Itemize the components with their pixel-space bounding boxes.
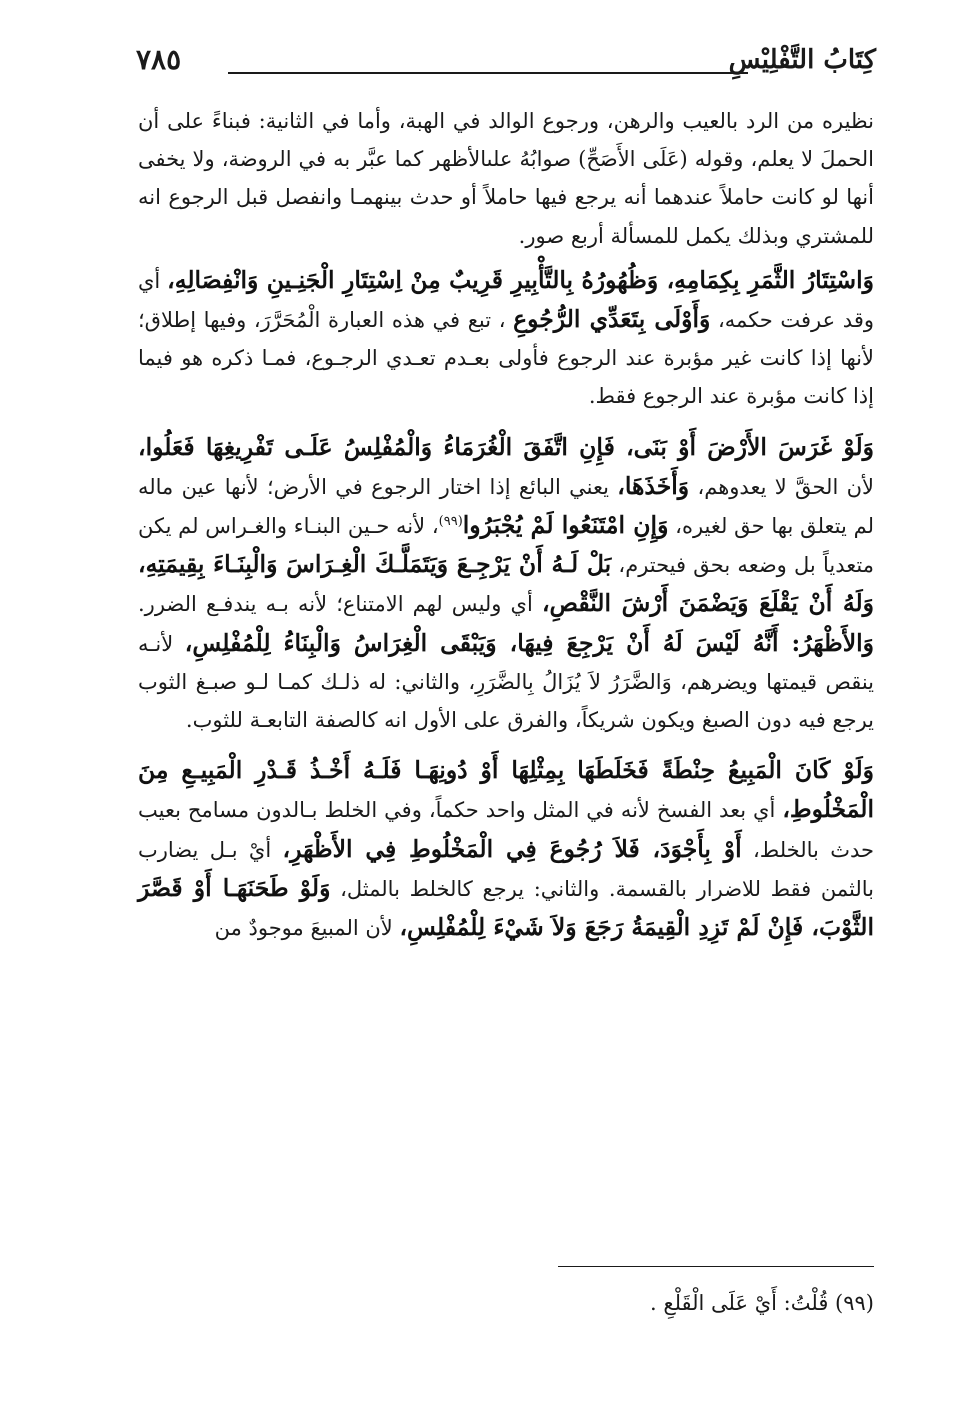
- matn-text: وَلَوْ كَانَ الْمَبِيعُ حِنْطَةً فَخَلَطَهَا بِمِثْلِهَا أَوْ دُونِهَـا فَلَـهُ أَخْـذُ قَـدْرِ الْمَبِيـعِ مِنَ الْمَخْلُوطِ،: [138, 756, 874, 824]
- commentary-text: لأنـه ينقص قيمتها ويضرهم، وَالضَّرَرُ لاَ يُزَالُ بِالضَّرَرِ، والثاني: له ذلـك كمـا لـو صبـغ الثوب يرجع فيه دون الصبغ ويكون شريكاً، والفرق على الأول انه كالصفة التابعـة للثوب.: [138, 631, 874, 733]
- paragraph-1: [138, 102, 874, 255]
- commentary-text: لأن الحقَّ لا يعدوهم،: [689, 474, 874, 499]
- commentary-text: أيْ بـل يضارب بالثمن فقط للاضرار بالقسمة. والثاني: يرجع كالخلط بالمثل،: [138, 837, 874, 901]
- header-rule: [228, 72, 748, 74]
- commentary-text: أي وقد عرفت حكمه،: [138, 268, 874, 333]
- paragraph-3: [138, 428, 874, 740]
- commentary-text: أي وليس لهم الامتناع؛ لأنه بـه يندفـع الضرر.: [138, 592, 542, 617]
- matn-text: وَإِنِ امْتَنَعُوا لَمْ يُجْبَرُوا: [462, 511, 669, 540]
- paragraph-2: [138, 261, 874, 416]
- matn-text: وَلَوْ غَرَسَ الأَرْضَ أَوْ بَنَى، فَإِنِ اتَّفَقَ الْغُرَمَاءُ وَالْمُفْلِسُ عَلَـى تَفْرِيغِهَا فَعَلُوا،: [138, 432, 874, 461]
- matn-text: أَوْ بِأَجْوَدَ، فَلاَ رُجُوعَ فِي الْمَخْلُوطِ فِي الأَظْهَرِ،: [282, 834, 742, 863]
- footnote-ref[interactable]: (٩٩): [438, 514, 463, 530]
- commentary-text: ، لأنه حـين البنـاء والغـراس لم يكن متعدياً بل وضعه بحق فيحترم،: [138, 514, 874, 578]
- matn-text: وَاسْتِتَارُ الثَّمَرِ بِكِمَامِهِ، وَظُهُورُهُ بِالتَّأْبِيرِ قَرِيبٌ مِنْ اِسْتِتَارِ الْجَنِـينِ وَانْفِصَالِهِ،: [167, 265, 874, 294]
- chapter-title: كِتَابُ التَّفْلِيْسِ: [728, 45, 876, 75]
- matn-text: وَلَوْ طَحَنَهَـا أَوْ قَصَّرَ الثَّوْبَ، فَإِنْ لَمْ تَزِدِ الْقِيمَةُ رَجَعَ وَلاَ شَيْءَ لِلْمُفْلِسِ،: [138, 873, 874, 942]
- paragraph-4: [138, 751, 874, 947]
- commentary-text: لأن المبيعَ موجودٌ من: [214, 916, 400, 941]
- commentary-text: نظيره من الرد بالعيب والرهن، ورجوع الوالد في الهبة، وأما في الثانية: فبناءً على أن الحملَ لا يعلم، وقوله (عَلَى الأَصَحِّ) صوابُهُ علىالأظهر كما عبَّر به في الروضة، ولا يخفى أنها لو كانت حاملاً عندهما أنه يرجع فيها حاملاً أو حدث بينهمـا وانفصل قبل الرجوع انه للمشتري وبذلك يكمل للمسألة أربع صور.: [138, 109, 874, 248]
- matn-text: وَالأَظْهَرُ: أَنَّهُ لَيْسَ لَهُ أَنْ يَرْجِعَ فِيهَا، وَيَبْقَى الْغِرَاسُ وَالْبِنَاءُ لِلْمُفْلِسِ،: [184, 628, 874, 657]
- footnote-rule: [558, 1266, 874, 1267]
- footnote: (٩٩) قُلْتُ: أَيْ عَلَى الْقَلْعِ .: [650, 1291, 874, 1315]
- commentary-text: ، تبع في هذه العبارة الْمُحَرَّرَ، وفيها إطلاق؛ لأنها إذا كانت غير مؤبرة عند الرجوع فأولى بعـدم تعـدي الرجـوع، فمـا ذكره هو فيما إذا كانت مؤبرة عند الرجوع فقط.: [138, 308, 874, 409]
- commentary-text: يعني البائع إذا اختار الرجوع في الأرض؛ لأنها عين ماله لم يتعلق بها حق لغيره،: [138, 474, 874, 539]
- main-text: [138, 102, 874, 953]
- matn-text: وَأَخَذَهَا،: [617, 471, 690, 500]
- running-header: [136, 42, 876, 86]
- page-number: ٧٨٥: [136, 43, 182, 76]
- matn-text: بَلْ لَـهُ أَنْ يَرْجِـعَ وَيَتَمَلَّـكَ الْغِـرَاسَ وَالْبِنَـاءَ بِقِيمَتِهِ، وَلَهُ أَنْ يَقْلَعَ وَيَضْمَنَ أَرْشَ النَّقْصِ،: [138, 550, 874, 618]
- matn-text: وَأَوْلَى بِتَعَدِّي الرُّجُوعِ: [513, 305, 711, 334]
- commentary-text: أي بعد الفسخ لأنه في المثل واحد حكماً، وفي الخلط بـالدون مسامح بعيب حدث بالخلط،: [138, 798, 874, 862]
